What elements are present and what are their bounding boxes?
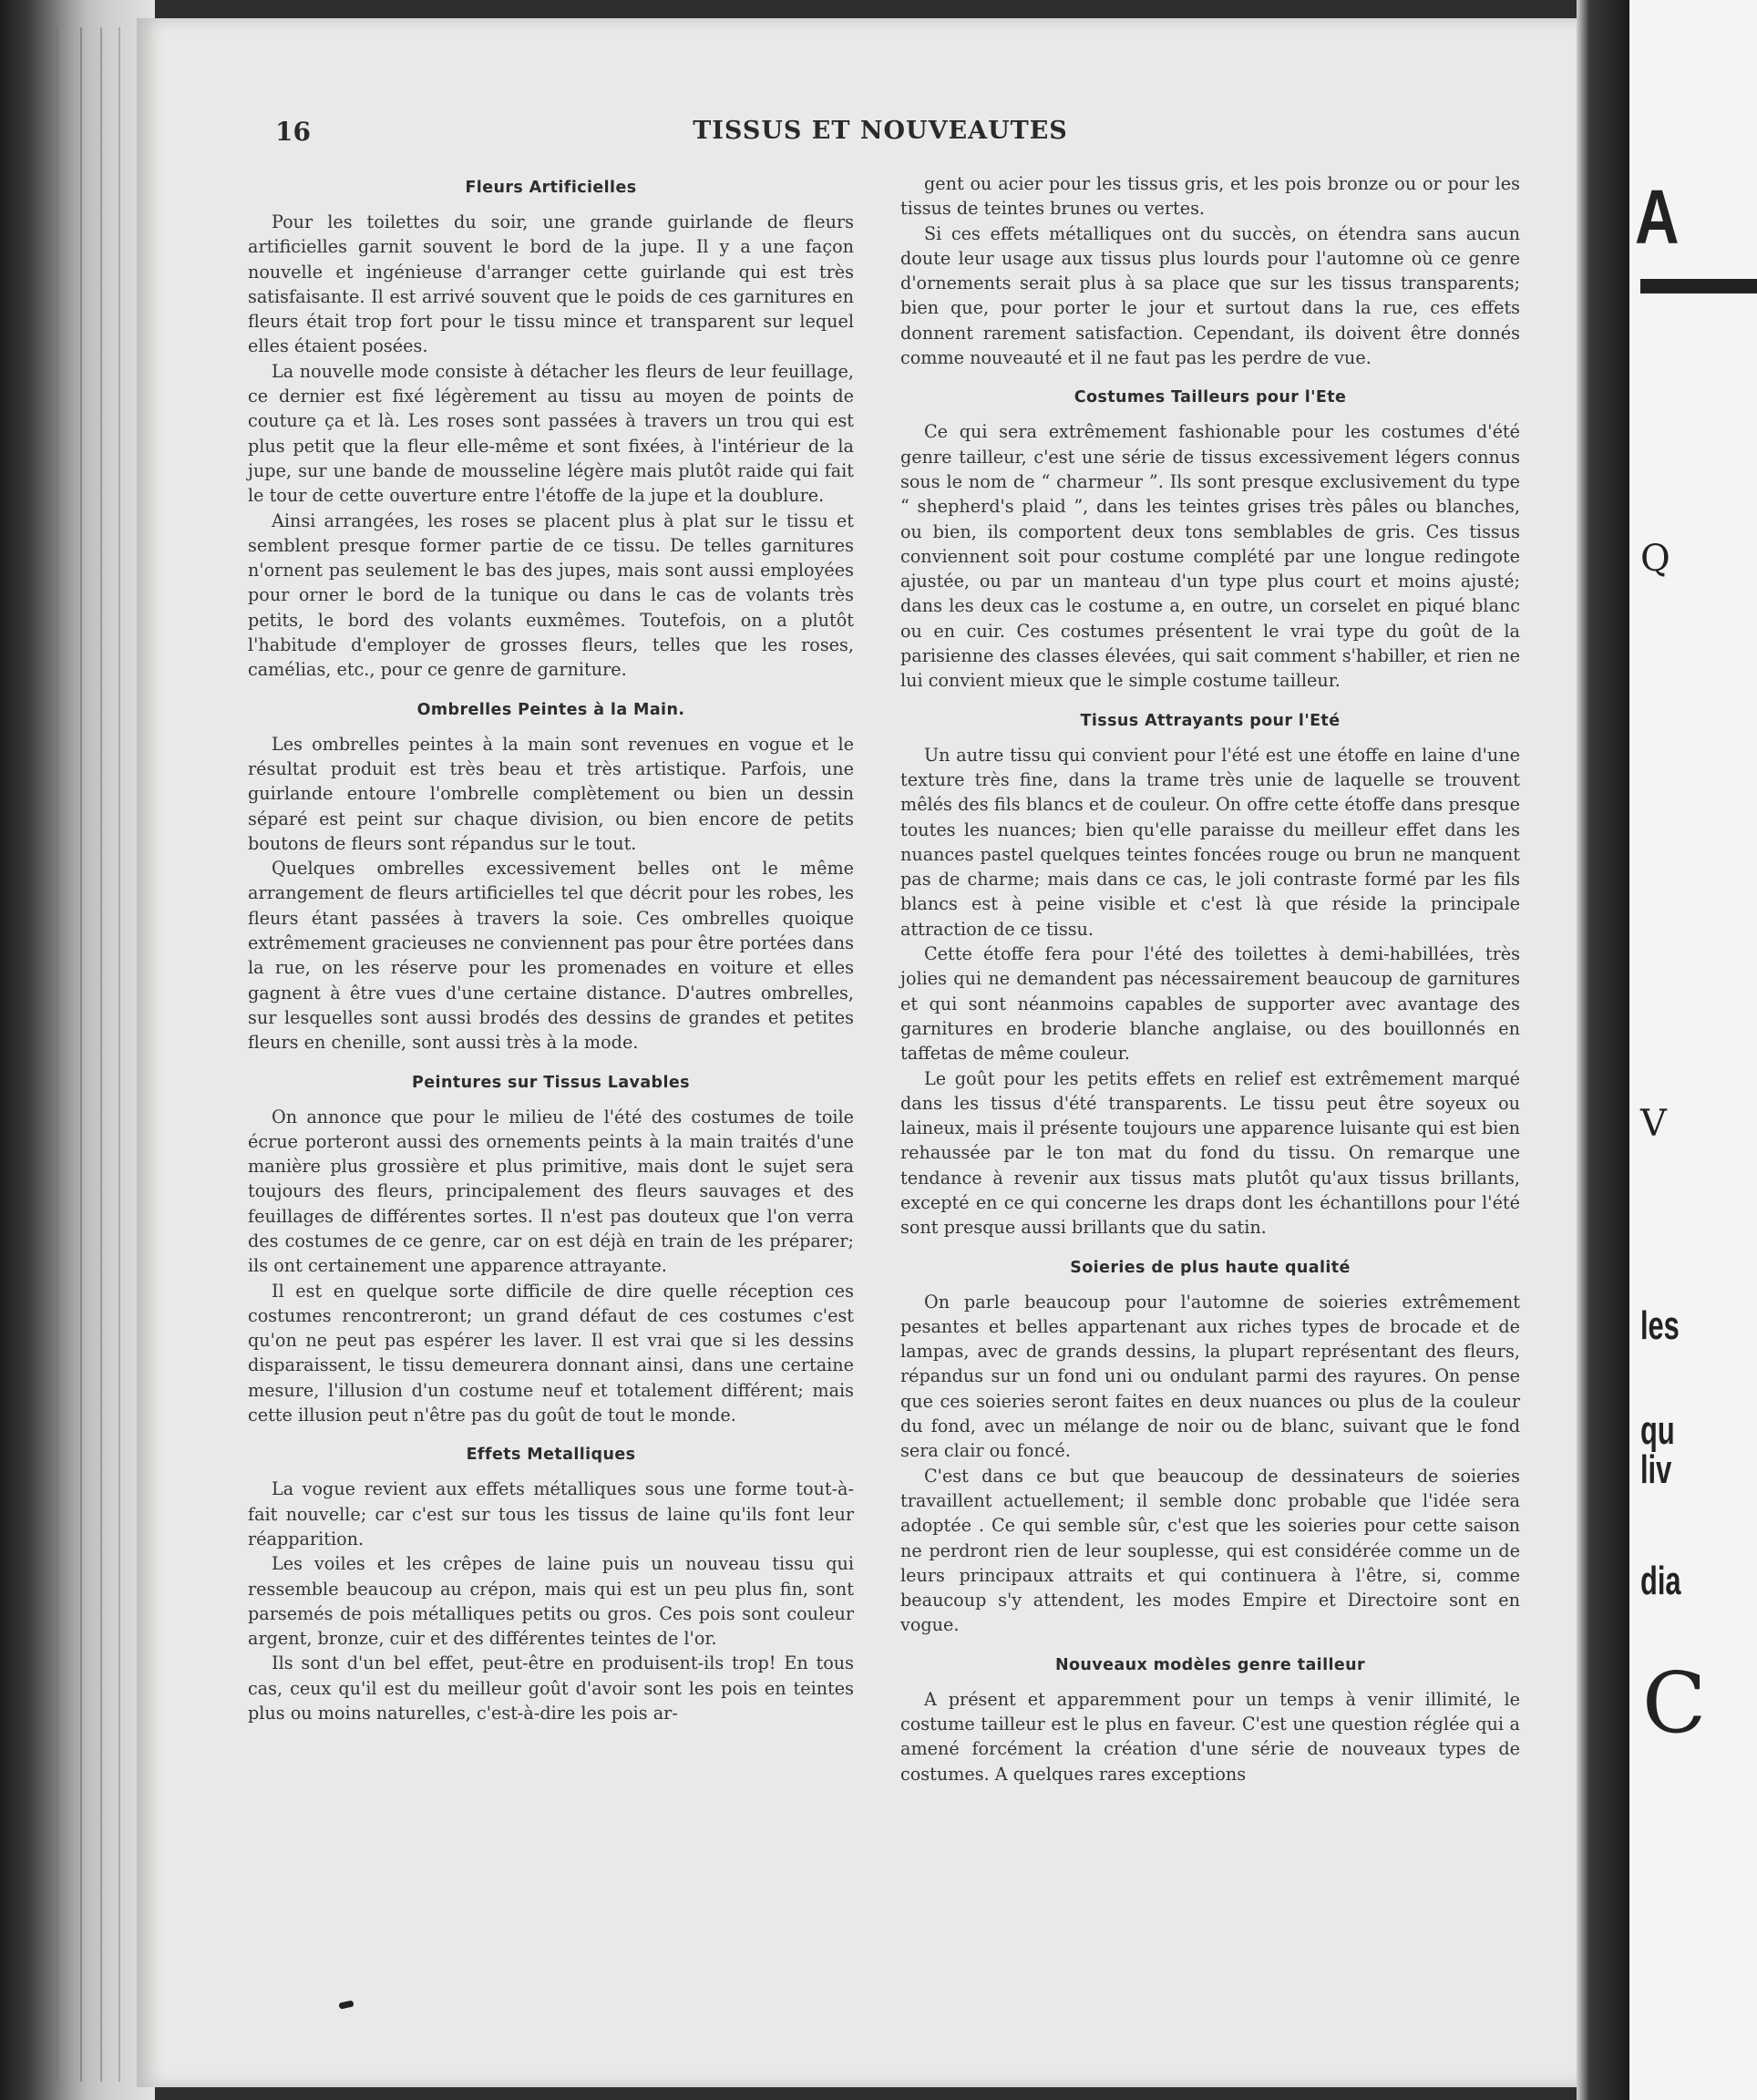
body-paragraph: Les ombrelles peintes à la main sont revenues en vogue et le résultat produit est très beau et très artistique. Parfois, une guirlande entoure l'ombrelle complètement ou bien un dessin séparé est peint sur chaque division, ou bien encore de petits boutons de fleurs sont répandus sur le tout. [248,733,854,854]
body-paragraph: Le goût pour les petits effets en relief est extrêmement marqué dans les tissus d'été transparents. Le tissu peut être soyeux ou laineux, mais il présente toujours une apparence luisante qui est bien rehaussée par le ton mat du fond du tissu. On remarque une tendance à revenir aux tissus mats plutôt qu'aux tissus brillants, excepté en ce qui concerne les draps dont les échantillons pour l'été sont presque aussi brillants que du satin. [900,1067,1520,1239]
body-paragraph: C'est dans ce but que beaucoup de dessinateurs de soieries travaillent actuellement; il semble donc probable que l'idée sera adoptée . Ce qui semble sûr, c'est que les soieries pour cette saison ne perdront rien de leur souplesse, qui est considérée comme un de leurs principaux attraits et qui continuera à l'être, si, comme beaucoup s'y attendent, les modes Empire et Directoire sont en vogue. [900,1465,1520,1636]
page-number: 16 [275,117,311,147]
next-page-text: V [1640,1103,1667,1145]
body-paragraph: gent ou acier pour les tissus gris, et les pois bronze ou or pour les tissus de teintes brunes ou vertes. [900,173,1520,220]
article-section [900,712,1520,1240]
body-paragraph: La vogue revient aux effets métalliques sous une forme tout-à-fait nouvelle; car c'est sur tous les tissus de laine qu'ils font leur réapparition. [248,1478,854,1549]
article-section [900,1259,1520,1638]
body-paragraph: Cette étoffe fera pour l'été des toilettes à demi-habillées, très jolies qui ne demandent pas nécessairement beaucoup de garnitures et qui sont néanmoins capables de supporter avec avantage des garnitures en broderie blanche anglaise, ou des bouillonnés en taffetas de même couleur. [900,943,1520,1065]
section-heading: Tissus Attrayants pour l'Eté [1080,711,1341,730]
section-heading: Soieries de plus haute qualité [1070,1258,1351,1277]
body-paragraph: Les voiles et les crêpes de laine puis un nouveau tissu qui ressemble beaucoup au crépon, mais qui est un peu plus fin, sont parsemés de pois métalliques petits ou gros. Ces pois sont couleur argent, bronze, cuir et des différentes teintes de l'or. [248,1553,854,1650]
body-paragraph: Quelques ombrelles excessivement belles ont le même arrangement de fleurs artificielles tel que décrit pour les robes, les fleurs étant passées à travers la soie. Ces ombrelles quoique extrêmement gracieuses ne conviennent pas pour être portées dans la rue, on les réserve pour les promenades en voiture et elles gagnent à être vues d'une certaine distance. D'autres ombrelles, sur lesquelles sont aussi brodés des dessins de grandes et petites fleurs en chenille, sont aussi très à la mode. [248,858,854,1054]
article-section [900,1656,1520,1786]
section-heading: Fleurs Artificielles [465,179,637,197]
body-paragraph: Ce qui sera extrêmement fashionable pour les costumes d'été genre tailleur, c'est une série de tissus excessivement légers connus sous le nom de “ charmeur ”. Ils sont presque exclusivement du type “ shepherd's plaid ”, dans les teintes grises très pâles ou blanches, ou bien, ils comportent deux tons semblables de gris. Ces tissus conviennent soit pour costume complété par une longue redingote ajustée, ou par un manteau d'un type plus court et moins ajusté; dans les deux cas le costume a, en outre, un corselet en piqué blanc ou en cuir. Ces costumes présentent le vrai type du goût de la parisienne des classes élevées, qui sait comment s'habiller, et rien ne lui convient mieux que le simple costume tailleur. [900,421,1520,692]
body-paragraph: A présent et apparemment pour un temps à venir illimité, le costume tailleur est le plus en faveur. C'est une question réglée qui a amené forcément la création d'une série de nouveaux types de costumes. A quelques rares exceptions [900,1688,1520,1785]
article-section [248,701,854,1055]
next-page-text: liv [1640,1447,1672,1492]
next-page-text: les [1640,1303,1680,1348]
right-column [900,171,1520,1786]
body-paragraph: On parle beaucoup pour l'automne de soieries extrêmement pesantes et belles appartenant aux riches types de brocade et de lampas, avec de grands dessins, la plupart représentant des fleurs, répandus sur un fond uni ou ondulant parmi des rayures. On pense que ces soieries seront faites en deux nuances ou plus de la couleur du fond, avec un mélange de noir ou de blanc, suivant que le fond sera clair ou foncé. [900,1291,1520,1462]
next-page-text: dia [1640,1559,1681,1603]
page-header [275,117,1485,153]
body-paragraph: Il est en quelque sorte difficile de dire quelle réception ces costumes rencontreront; un grand défaut de ces costumes c'est qu'on ne peut pas espérer les laver. Il est vrai que si les dessins disparaissent, le tissu demeurera donnant ainsi, dans une certaine mesure, l'illusion d'un costume neuf et totalement différent; mais cette illusion peut n'être pas du goût de tout le monde. [248,1280,854,1426]
next-page-text: qu [1640,1408,1675,1453]
left-column [248,179,854,1725]
article-section [248,1446,854,1725]
next-page-text: C [1642,1654,1707,1752]
next-page-text: Q [1640,538,1670,580]
article-section [900,388,1520,693]
next-page-text: A [1635,174,1680,260]
body-paragraph: La nouvelle mode consiste à détacher les fleurs de leur feuillage, ce dernier est fixé légèrement au tissu au moyen de points de couture ça et là. Les roses sont passées à travers un trou qui est plus petit que la fleur elle-même et sont fixées, à l'intérieur de la jupe, sur une bande de mousseline légère mais plutôt raide qui fait le tour de cette ouverture entre l'étoffe de la jupe et la doublure. [248,360,854,507]
binding-gutter [1577,0,1629,2100]
body-paragraph: On annonce que pour le milieu de l'été des costumes de toile écrue porteront aussi des ornements peints à la main traités d'une manière plus grossière et plus primitive, mais dont le sujet sera toujours des fleurs, principalement des fleurs sauvages et des feuillages de différentes sortes. Il n'est pas douteux que l'on verra des costumes de ce genre, car on est déjà en train de les préparer; ils ont certainement une apparence attrayante. [248,1106,854,1277]
next-page-fragment [1629,0,1757,2100]
body-paragraph: Pour les toilettes du soir, une grande guirlande de fleurs artificielles garnit souvent le bord de la jupe. Il y a une façon nouvelle et ingénieuse d'arranger cette guirlande qui est très satisfaisante. Il est arrivé souvent que le poids de ces garnitures en fleurs était trop fort pour le tissu mince et transparent sur lequel elles étaient posées. [248,211,854,357]
section-heading: Effets Metalliques [466,1446,636,1465]
body-paragraph: Ils sont d'un bel effet, peut-être en produisent-ils trop! En tous cas, ceux qu'il est du meilleur goût d'avoir sont les pois en teintes plus ou moins naturelles, c'est-à-dire les pois ar- [248,1652,854,1724]
next-page-rule [1640,279,1757,293]
article-section [900,171,1520,370]
article-section [248,1074,854,1428]
section-heading: Nouveaux modèles genre tailleur [1054,1655,1366,1674]
page-stack-edge [0,0,155,2100]
body-paragraph: Ainsi arrangées, les roses se placent plus à plat sur le tissu et semblent presque former partie de ce tissu. De telles garnitures n'ornent pas seulement le bas des jupes, mais sont aussi employées pour orner le bord de la tunique ou dans le cas de volants très petits, le bord des volants euxmêmes. Toutefois, on a plutôt l'habitude d'employer de grosses fleurs, telles que les roses, camélias, etc., pour ce genre de garniture. [248,510,854,681]
article-section [248,179,854,683]
section-heading: Costumes Tailleurs pour l'Ete [1074,388,1347,407]
running-title: TISSUS ET NOUVEAUTES [693,117,1068,145]
body-paragraph: Un autre tissu qui convient pour l'été est une étoffe en laine d'une texture très fine, dans la trame très unie de laquelle se trouvent mêlés des fils blancs et de couleur. On offre cette étoffe dans presque toutes les nuances; bien qu'elle paraisse du meilleur effet dans les nuances pastel quelques teintes foncées rouge ou brun ne manquent pas de charme; mais dans ce cas, le joli contraste formé par les fils blancs est à peine visible et c'est là que réside la principale attraction de ce tissu. [900,744,1520,940]
section-heading: Ombrelles Peintes à la Main. [416,700,685,719]
body-paragraph: Si ces effets métalliques ont du succès, on étendra sans aucun doute leur usage aux tissus plus lourds pour l'automne où ce genre d'ornements serait plus à sa place que sur les tissus transparents; bien que, pour porter le jour et surtout dans la rue, ces effets donnent rarement satisfaction. Cependant, ils doivent être donnés comme nouveauté et il ne faut pas les perdre de vue. [900,222,1520,369]
section-heading: Peintures sur Tissus Lavables [412,1073,690,1092]
